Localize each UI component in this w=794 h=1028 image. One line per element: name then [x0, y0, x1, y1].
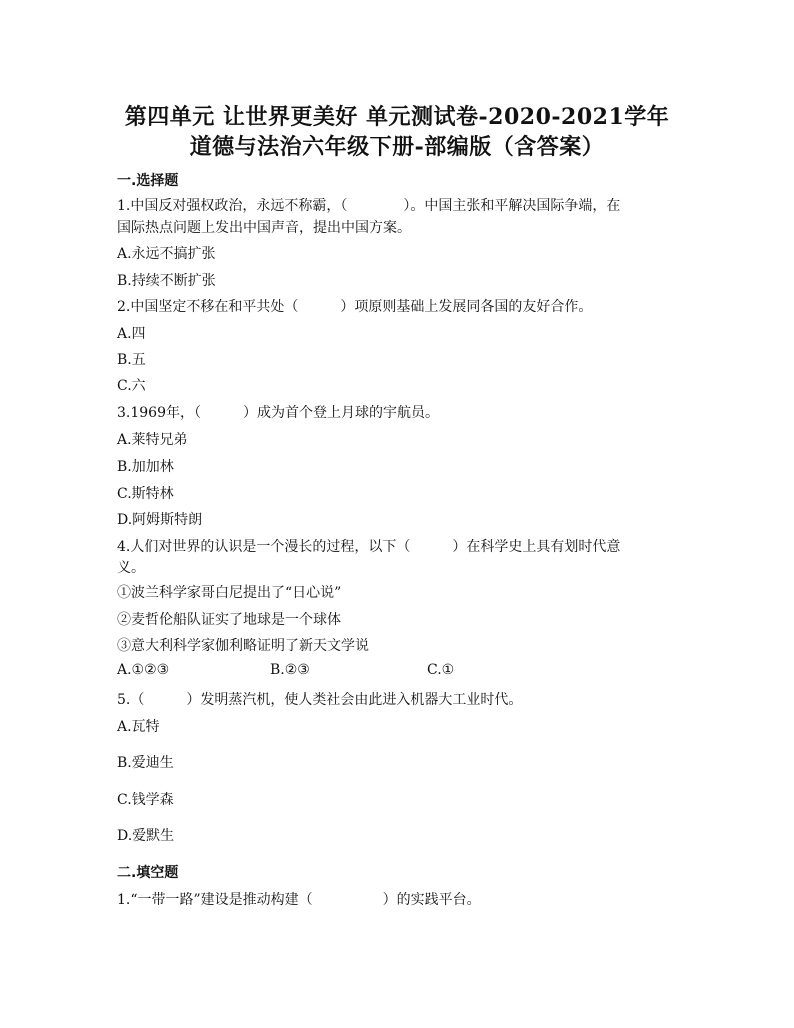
fill-question-1-text: 1.“一带一路”建设是推动构建（ ）的实践平台。: [117, 892, 481, 908]
question-5-option-c: C.钱学森: [117, 792, 174, 808]
question-2-option-b: B.五: [117, 352, 146, 368]
question-4-option-c: C.①: [427, 662, 455, 678]
question-5-option-a: A.瓦特: [117, 719, 160, 735]
question-3-option-d: D.阿姆斯特朗: [117, 512, 203, 528]
question-3-option-c: C.斯特林: [117, 486, 174, 502]
question-4-statement-2: ②麦哲伦船队证实了地球是一个球体: [117, 612, 341, 628]
document-title-line-2: 道德与法治六年级下册-部编版（含答案）: [189, 134, 605, 160]
question-2-option-a: A.四: [117, 326, 146, 342]
question-4-statement-3: ③意大利科学家伽利略证明了新天文学说: [117, 638, 369, 654]
question-3-option-b: B.加加林: [117, 459, 174, 475]
question-2-text: 2.中国坚定不移在和平共处（ ）项原则基础上发展同各国的友好合作。: [117, 299, 593, 315]
question-5-option-d: D.爱默生: [117, 828, 175, 844]
question-5-option-b: B.爱迪生: [117, 755, 174, 771]
question-3-option-a: A.莱特兄弟: [117, 432, 188, 448]
question-5-text: 5.（ ）发明蒸汽机，使人类社会由此进入机器大工业时代。: [117, 692, 523, 708]
section-heading-choice: 一.选择题: [117, 173, 179, 189]
question-1-option-b: B.持续不断扩张: [117, 273, 216, 289]
question-4-text-line-1: 4.人们对世界的认识是一个漫长的过程，以下（ ）在科学史上具有划时代意: [117, 539, 621, 555]
document-title-line-1: 第四单元 让世界更美好 单元测试卷-2020-2021学年: [124, 104, 670, 130]
question-1-option-a: A.永远不搞扩张: [117, 246, 216, 262]
question-4-option-a: A.①②③: [117, 662, 170, 678]
section-heading-fill: 二.填空题: [117, 865, 179, 881]
question-1-text-line-2: 国际热点问题上发出中国声音，提出中国方案。: [117, 220, 411, 236]
question-1-text-line-1: 1.中国反对强权政治，永远不称霸，（ ）。中国主张和平解决国际争端，在: [117, 198, 621, 214]
question-4-option-b: B.②③: [270, 662, 310, 678]
question-2-option-c: C.六: [117, 378, 146, 394]
question-4-statement-1: ①波兰科学家哥白尼提出了“日心说”: [117, 585, 342, 601]
question-4-text-line-2: 义。: [117, 560, 145, 576]
question-3-text: 3.1969年，（ ）成为首个登上月球的宇航员。: [117, 405, 439, 421]
